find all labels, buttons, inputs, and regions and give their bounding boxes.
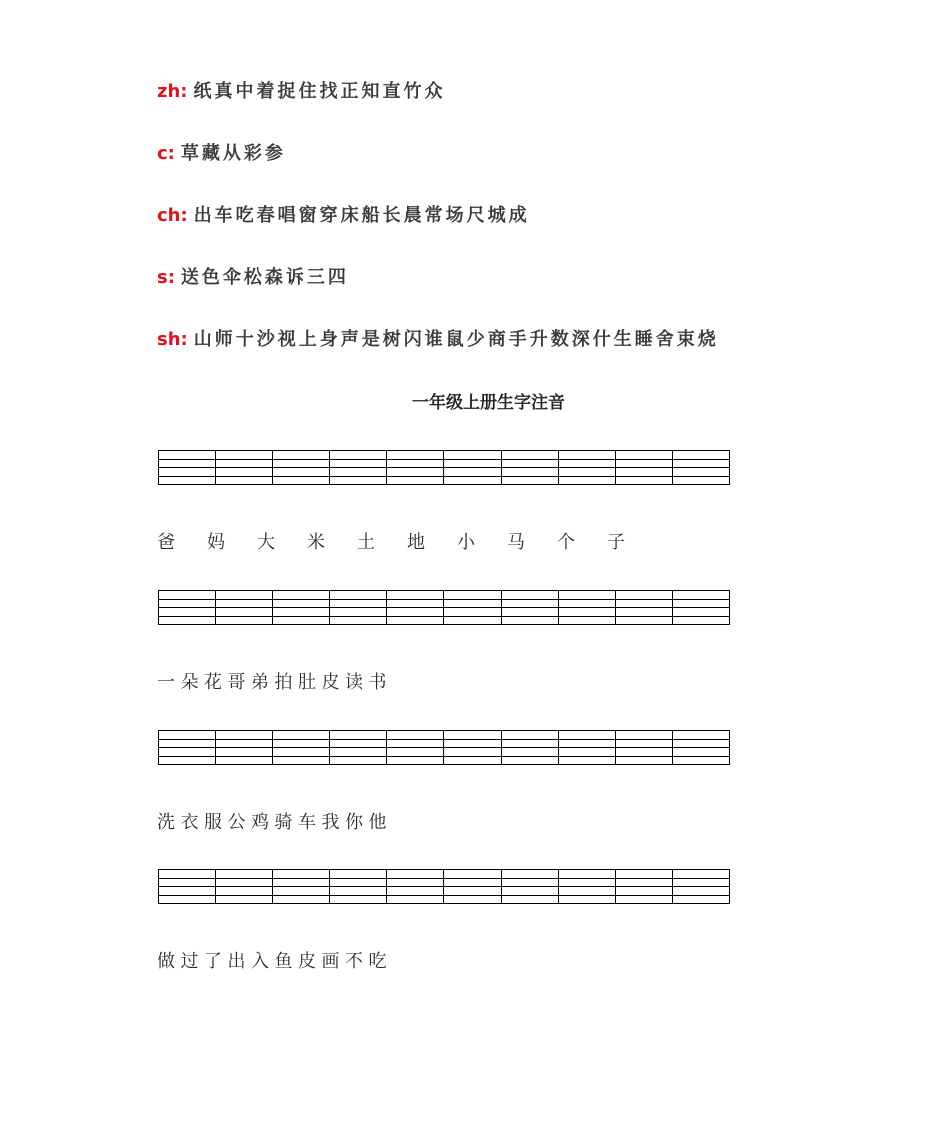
char: 一 (157, 672, 175, 693)
char: 皮 (298, 951, 316, 972)
char: 小 (457, 532, 475, 553)
char: 拍 (274, 672, 293, 693)
char: 了 (204, 951, 222, 972)
section-title: 一年级上册生字注音 (412, 393, 565, 413)
char: 车 (298, 812, 316, 833)
char: 做 (157, 951, 175, 972)
pinyin-chars: 出车吃春唱窗穿床船长晨常场尺城成 (193, 205, 530, 226)
char: 鸡 (251, 812, 269, 833)
char: 妈 (207, 532, 225, 553)
pinyin-writing-grid[interactable] (158, 869, 730, 904)
char: 朵 (180, 672, 199, 693)
char: 书 (368, 672, 387, 693)
char: 地 (407, 532, 425, 553)
char: 出 (227, 951, 246, 972)
char: 马 (507, 532, 525, 553)
pinyin-line-c (157, 139, 286, 165)
char: 大 (257, 532, 275, 553)
char-row-1 (157, 528, 657, 554)
pinyin-initial: s: (157, 267, 175, 288)
char: 入 (251, 951, 269, 972)
pinyin-writing-grid[interactable] (158, 730, 730, 765)
char: 衣 (180, 812, 199, 833)
char-row-4 (157, 947, 392, 973)
char: 弟 (251, 672, 269, 693)
pinyin-writing-grid[interactable] (158, 590, 730, 625)
pinyin-chars: 送色伞松森诉三四 (180, 267, 349, 288)
char: 骑 (274, 812, 293, 833)
char: 画 (321, 951, 340, 972)
char: 吃 (368, 951, 387, 972)
pinyin-initial: sh: (157, 329, 188, 350)
char: 子 (607, 532, 625, 553)
char: 读 (345, 672, 363, 693)
char: 不 (345, 951, 363, 972)
char: 爸 (157, 532, 175, 553)
char: 公 (227, 812, 246, 833)
char: 我 (321, 812, 340, 833)
char: 鱼 (274, 951, 293, 972)
pinyin-line-zh (157, 77, 446, 103)
char: 皮 (321, 672, 340, 693)
pinyin-initial: zh: (157, 81, 188, 102)
char: 服 (204, 812, 222, 833)
pinyin-chars: 纸真中着捉住找正知直竹众 (193, 81, 446, 102)
char: 米 (307, 532, 325, 553)
pinyin-line-s (157, 263, 349, 289)
char: 你 (345, 812, 363, 833)
char: 哥 (227, 672, 246, 693)
char: 花 (204, 672, 222, 693)
char: 肚 (298, 672, 316, 693)
pinyin-line-sh (157, 325, 719, 351)
char: 洗 (157, 812, 175, 833)
pinyin-chars: 草藏从彩参 (180, 143, 286, 164)
char-row-3 (157, 808, 392, 834)
char: 土 (357, 532, 375, 553)
pinyin-initial: ch: (157, 205, 188, 226)
char-row-2 (157, 668, 392, 694)
char: 他 (368, 812, 387, 833)
char: 过 (180, 951, 199, 972)
pinyin-line-ch (157, 201, 530, 227)
pinyin-initial: c: (157, 143, 175, 164)
pinyin-chars: 山师十沙视上身声是树闪谁鼠少商手升数深什生睡舍束烧 (193, 329, 719, 350)
pinyin-writing-grid[interactable] (158, 450, 730, 485)
char: 个 (557, 532, 575, 553)
